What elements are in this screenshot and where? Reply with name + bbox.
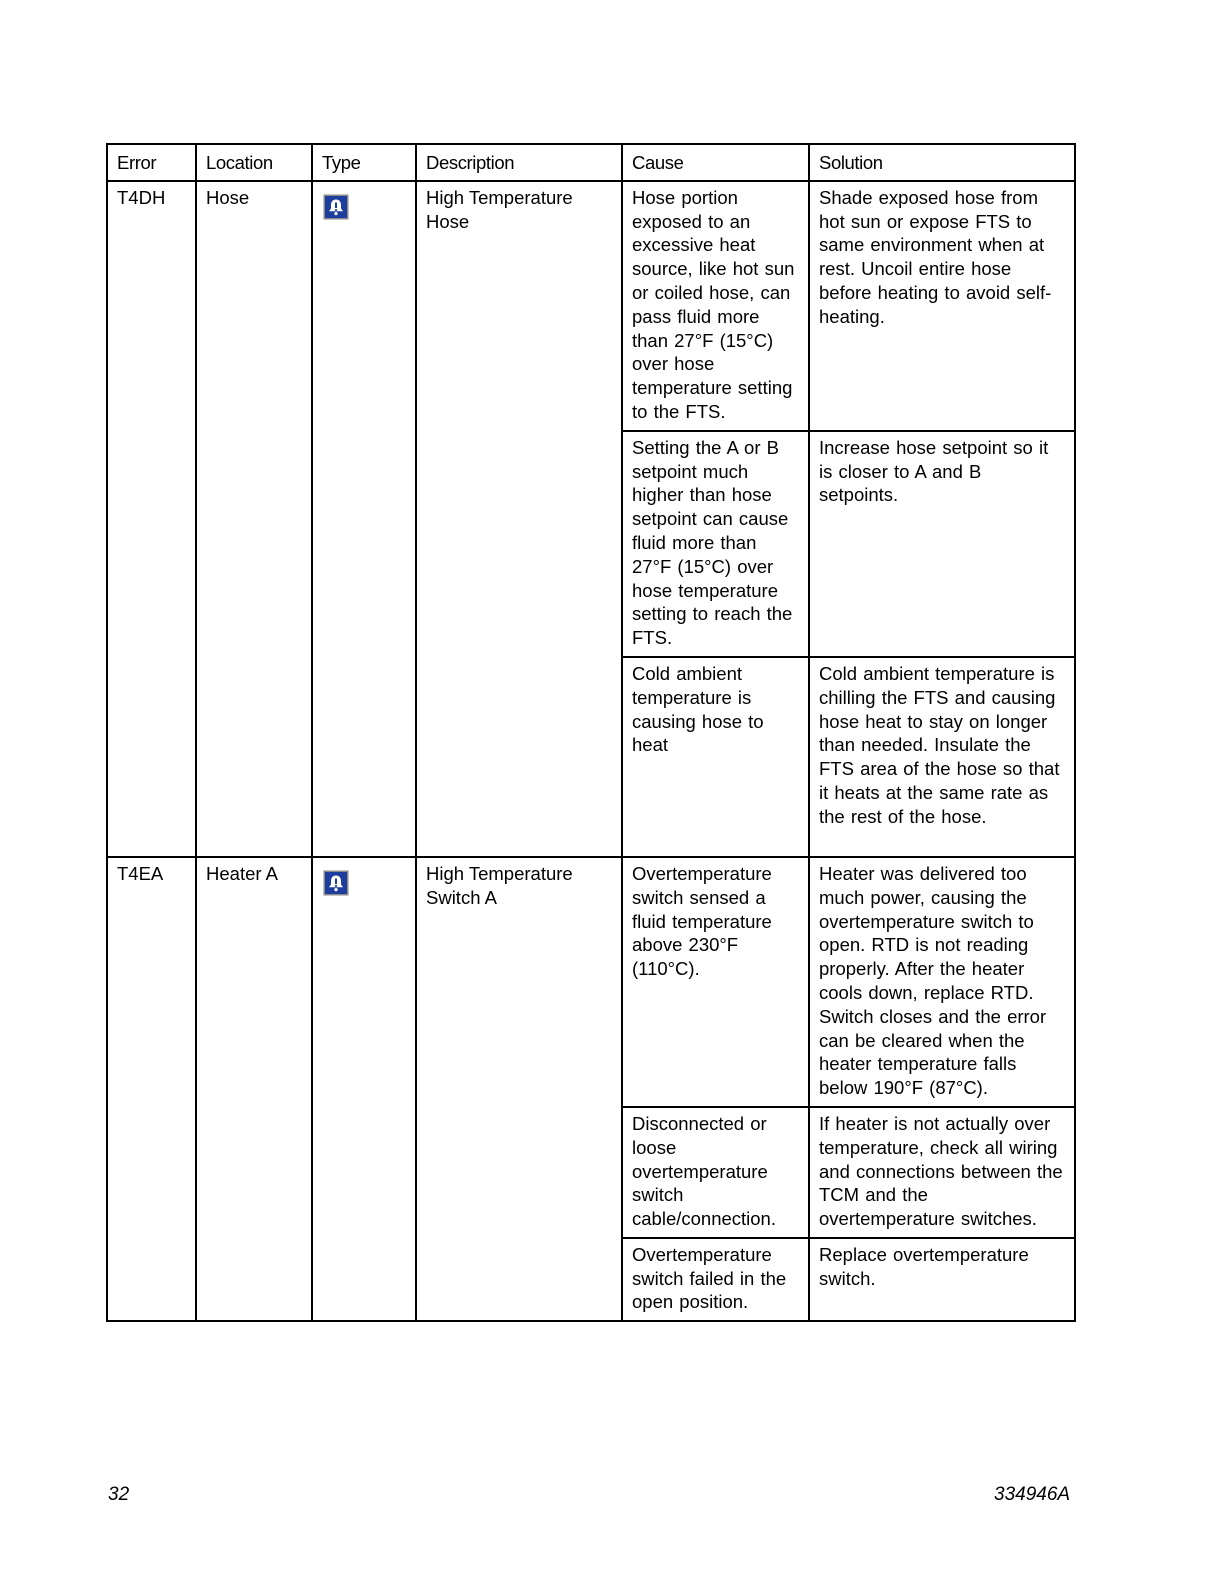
solution-cell: Increase hose setpoint so it is closer to A and B setpoints. bbox=[809, 431, 1075, 657]
cause-cell: Overtemperature switch sensed a fluid temperature above 230°F (110°C). bbox=[622, 857, 809, 1107]
location-cell: Heater A bbox=[196, 857, 312, 1321]
advisory-icon bbox=[323, 194, 349, 220]
cause-cell: Setting the A or B setpoint much higher than hose setpoint can cause fluid more than 27°F (15°C) over hose temperature setting to reach the FTS. bbox=[622, 431, 809, 657]
error-codes-table bbox=[106, 143, 1076, 1322]
error-code-cell: T4DH bbox=[107, 181, 196, 857]
document-number: 334946A bbox=[994, 1484, 1071, 1505]
header-error: Error bbox=[107, 144, 196, 181]
header-description: Description bbox=[416, 144, 622, 181]
solution-cell: Cold ambient temperature is chilling the FTS and causing hose heat to stay on longer than needed. Insulate the FTS area of the hose so that it heats at the same rate as the rest of the hose. bbox=[809, 657, 1075, 857]
description-cell: High Temperature Hose bbox=[416, 181, 622, 857]
header-cause: Cause bbox=[622, 144, 809, 181]
cause-cell: Cold ambient temperature is causing hose to heat bbox=[622, 657, 809, 857]
solution-cell: Heater was delivered too much power, causing the overtemperature switch to open. RTD is not reading properly. After the heater cools down, replace RTD. Switch closes and the error can be cleared when the heater temperature falls below 190°F (87°C). bbox=[809, 857, 1075, 1107]
type-cell bbox=[312, 857, 416, 1321]
cause-cell: Overtemperature switch failed in the open position. bbox=[622, 1238, 809, 1321]
description-cell: High Temperature Switch A bbox=[416, 857, 622, 1321]
header-solution: Solution bbox=[809, 144, 1075, 181]
advisory-icon bbox=[323, 870, 349, 896]
table-header-row bbox=[107, 144, 1075, 181]
page-number: 32 bbox=[108, 1484, 130, 1505]
solution-cell: Shade exposed hose from hot sun or expose FTS to same environment when at rest. Uncoil entire hose before heating to avoid self-heating. bbox=[809, 181, 1075, 431]
solution-cell: If heater is not actually over temperature, check all wiring and connections between the TCM and the overtemperature switches. bbox=[809, 1107, 1075, 1238]
location-cell: Hose bbox=[196, 181, 312, 857]
error-table-container bbox=[106, 143, 1074, 1322]
table-row bbox=[107, 181, 1075, 431]
type-cell bbox=[312, 181, 416, 857]
cause-cell: Disconnected or loose overtemperature switch cable/connection. bbox=[622, 1107, 809, 1238]
cause-cell: Hose portion exposed to an excessive heat source, like hot sun or coiled hose, can pass fluid more than 27°F (15°C) over hose temperature setting to the FTS. bbox=[622, 181, 809, 431]
header-type: Type bbox=[312, 144, 416, 181]
error-code-cell: T4EA bbox=[107, 857, 196, 1321]
table-row bbox=[107, 857, 1075, 1107]
solution-cell: Replace overtemperature switch. bbox=[809, 1238, 1075, 1321]
header-location: Location bbox=[196, 144, 312, 181]
